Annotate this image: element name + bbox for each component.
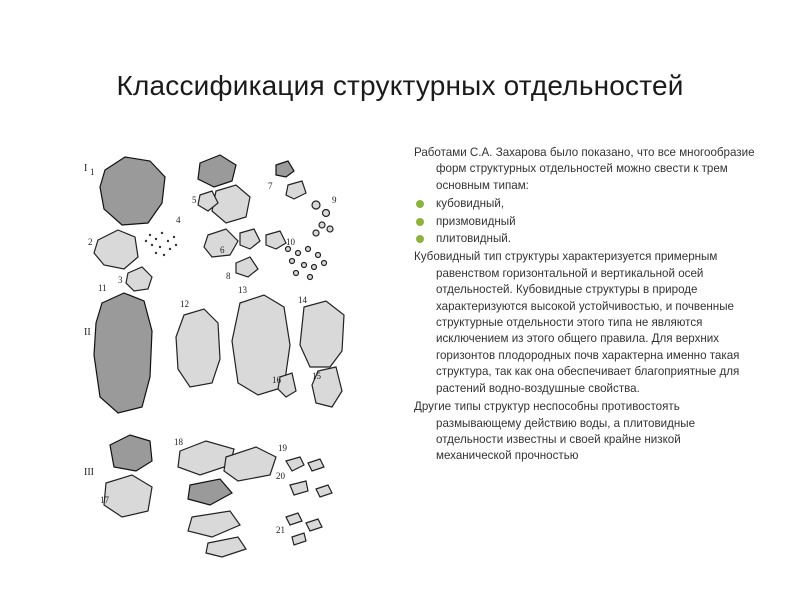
bullet-dot-icon: [416, 218, 424, 226]
svg-text:17: 17: [100, 495, 109, 505]
rock-5a: [198, 155, 236, 187]
svg-text:2: 2: [88, 237, 93, 247]
rock-12: [176, 309, 220, 387]
rock-17a: [110, 435, 152, 471]
rock-1: [100, 157, 165, 225]
svg-text:7: 7: [268, 181, 273, 191]
svg-text:18: 18: [174, 437, 183, 447]
svg-text:21: 21: [276, 525, 285, 535]
roman-label-2: II: [84, 327, 91, 338]
slide-text: [414, 145, 759, 467]
bullet-label: плитовидный.: [436, 232, 511, 246]
rock-11: [94, 293, 152, 413]
svg-text:4: 4: [176, 215, 181, 225]
rock-8: [236, 257, 258, 277]
grains-10: [286, 247, 327, 280]
svg-text:12: 12: [180, 299, 189, 309]
intro-paragraph: Работами С.А. Захарова было показано, что все многообразие форм структурных отдельностей можно свести к трем основным типам:: [414, 146, 755, 192]
rock-2: [94, 230, 138, 269]
rock-7c: [266, 231, 286, 249]
rock-19c: [188, 511, 240, 537]
svg-text:13: 13: [238, 285, 247, 295]
svg-text:6: 6: [220, 245, 225, 255]
rock-17b: [104, 475, 152, 517]
other-types-paragraph: Другие типы структур неспособны противостоять размывающему действию воды, а плитовидные отдельности известны и своей крайне низкой механической прочностью: [414, 400, 696, 463]
svg-text:5: 5: [192, 195, 197, 205]
rock-3: [126, 267, 152, 291]
svg-text:16: 16: [272, 375, 281, 385]
svg-text:19: 19: [278, 443, 287, 453]
cube-type-paragraph: Кубовидный тип структуры характеризуется примерным равенством горизонтальной и вертикальной осей отдельностей. Кубовидные структуры в природе характеризуются высокой устойчивостью, и почвенные структурные отдельности этого типа не являются исключением из этого общего правила. Для верхних горизонтов плодородных почв характерна именно такая структура, так как она обеспечивает благоприятные для растений водно-воздушные свойства.: [414, 250, 740, 395]
bullet-dot-icon: [416, 200, 424, 208]
roman-label-3: III: [84, 467, 94, 478]
soil-structure-illustration: [80, 145, 400, 585]
rocks-21: [286, 513, 322, 545]
bullet-label: кубовидный,: [436, 197, 505, 211]
roman-label-1: I: [84, 163, 88, 174]
list-item: [414, 196, 759, 212]
svg-text:10: 10: [286, 237, 295, 247]
list-item: [414, 231, 759, 247]
svg-text:3: 3: [118, 275, 123, 285]
list-item: [414, 214, 759, 230]
rock-7b: [286, 181, 306, 199]
svg-text:9: 9: [332, 195, 337, 205]
slide-title: Классификация структурных отдельностей: [116, 70, 684, 101]
rock-6b: [240, 229, 260, 249]
svg-text:15: 15: [312, 371, 321, 381]
svg-text:20: 20: [276, 471, 285, 481]
svg-text:1: 1: [90, 167, 95, 177]
rock-19d: [206, 537, 246, 557]
structure-types-list: [414, 196, 759, 247]
rock-14: [300, 301, 344, 367]
fine-grains-4: [145, 232, 177, 256]
rock-19b: [188, 479, 232, 505]
bullet-label: призмовидный: [436, 214, 516, 228]
bullet-dot-icon: [416, 235, 424, 243]
rock-7a: [276, 161, 294, 177]
rocks-9: [312, 201, 333, 236]
svg-text:14: 14: [298, 295, 307, 305]
rocks-20: [286, 457, 332, 497]
svg-text:8: 8: [226, 271, 231, 281]
svg-text:11: 11: [98, 283, 107, 293]
soil-structure-drawing: [80, 145, 400, 585]
